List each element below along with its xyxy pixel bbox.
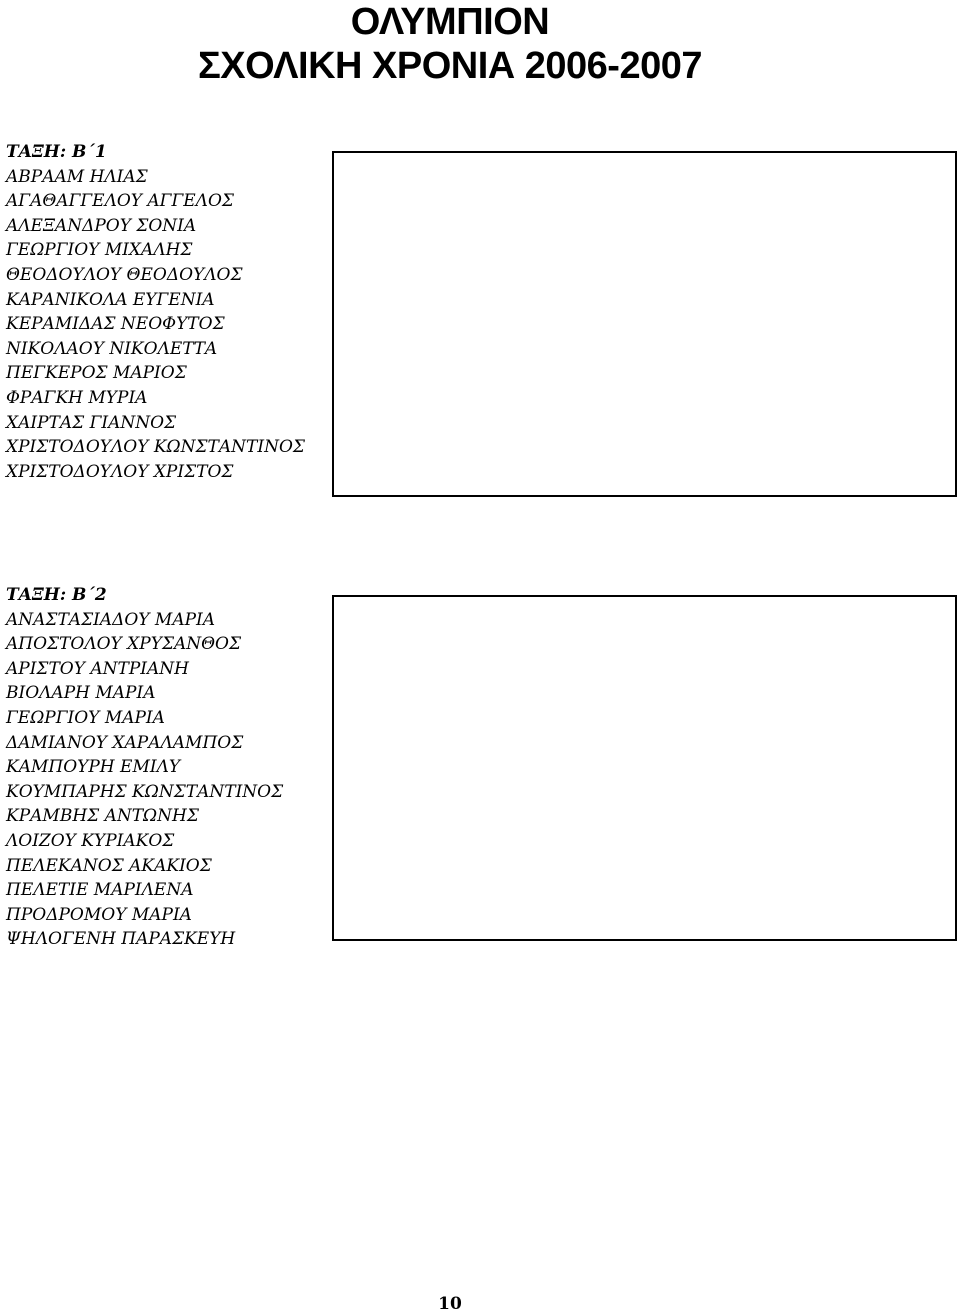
list-item: ΧΡΙΣΤΟΔΟΥΛΟΥ ΧΡΙΣΤΟΣ	[6, 461, 234, 482]
list-item: ΚΑΜΠΟΥΡΗ ΕΜΙΛΥ	[6, 757, 181, 778]
list-item: ΨΗΛΟΓΕΝΗ ΠΑΡΑΣΚΕΥΗ	[6, 929, 236, 950]
page-number: 10	[438, 1294, 462, 1314]
list-item: ΚΑΡΑΝΙΚΟΛΑ ΕΥΓΕΝΙΑ	[6, 289, 215, 310]
class-section-b2	[6, 583, 326, 952]
class-photo-frame-b1	[332, 151, 957, 497]
class-photo-frame-b2	[332, 595, 957, 941]
list-item: ΑΠΟΣΤΟΛΟΥ ΧΡΥΣΑΝΘΟΣ	[6, 634, 242, 655]
student-list	[6, 165, 326, 485]
class-label: ΤΑΞΗ: Β΄1	[6, 142, 107, 162]
list-item: ΑΡΙΣΤΟΥ ΑΝΤΡΙΑΝΗ	[6, 658, 189, 679]
class-section-b1	[6, 140, 326, 484]
list-item: ΠΕΛΕΤΙΕ ΜΑΡΙΛΕΝΑ	[6, 880, 194, 901]
list-item: ΛΟΙΖΟΥ ΚΥΡΙΑΚΟΣ	[6, 830, 175, 851]
list-item: ΑΛΕΞΑΝΔΡΟΥ ΣΟΝΙΑ	[6, 215, 197, 236]
class-label: ΤΑΞΗ: Β΄2	[6, 585, 107, 605]
list-item: ΠΕΓΚΕΡΟΣ ΜΑΡΙΟΣ	[6, 363, 187, 384]
student-list	[6, 608, 326, 952]
list-item: ΓΕΩΡΓΙΟΥ ΜΑΡΙΑ	[6, 707, 165, 728]
list-item: ΘΕΟΔΟΥΛΟΥ ΘΕΟΔΟΥΛΟΣ	[6, 264, 243, 285]
list-item: ΠΡΟΔΡΟΜΟΥ ΜΑΡΙΑ	[6, 904, 192, 925]
list-item: ΔΑΜΙΑΝΟΥ ΧΑΡΑΛΑΜΠΟΣ	[6, 732, 244, 753]
list-item: ΓΕΩΡΓΙΟΥ ΜΙΧΑΛΗΣ	[6, 240, 193, 261]
list-item: ΚΡΑΜΒΗΣ ΑΝΤΩΝΗΣ	[6, 806, 199, 827]
list-item: ΚΕΡΑΜΙΔΑΣ ΝΕΟΦΥΤΟΣ	[6, 314, 225, 335]
list-item: ΧΑΙΡΤΑΣ ΓΙΑΝΝΟΣ	[6, 412, 177, 433]
list-item: ΑΝΑΣΤΑΣΙΑΔΟΥ ΜΑΡΙΑ	[6, 609, 216, 630]
page-subtitle: ΣΧΟΛΙΚΗ ΧΡΟΝΙΑ 2006-2007	[197, 45, 702, 87]
list-item: ΑΒΡΑΑΜ ΗΛΙΑΣ	[6, 166, 148, 187]
list-item: ΦΡΑΓΚΗ ΜΥΡΙΑ	[6, 387, 148, 408]
list-item: ΒΙΟΛΑΡΗ ΜΑΡΙΑ	[6, 683, 156, 704]
list-item: ΠΕΛΕΚΑΝΟΣ ΑΚΑΚΙΟΣ	[6, 855, 212, 876]
page-title: ΟΛΥΜΠΙΟΝ	[350, 1, 550, 43]
list-item: ΝΙΚΟΛΑΟΥ ΝΙΚΟΛΕΤΤΑ	[6, 338, 218, 359]
list-item: ΚΟΥΜΠΑΡΗΣ ΚΩΝΣΤΑΝΤΙΝΟΣ	[6, 781, 284, 802]
list-item: ΧΡΙΣΤΟΔΟΥΛΟΥ ΚΩΝΣΤΑΝΤΙΝΟΣ	[6, 437, 305, 458]
list-item: ΑΓΑΘΑΓΓΕΛΟΥ ΑΓΓΕΛΟΣ	[6, 191, 234, 212]
page-header	[0, 0, 900, 88]
